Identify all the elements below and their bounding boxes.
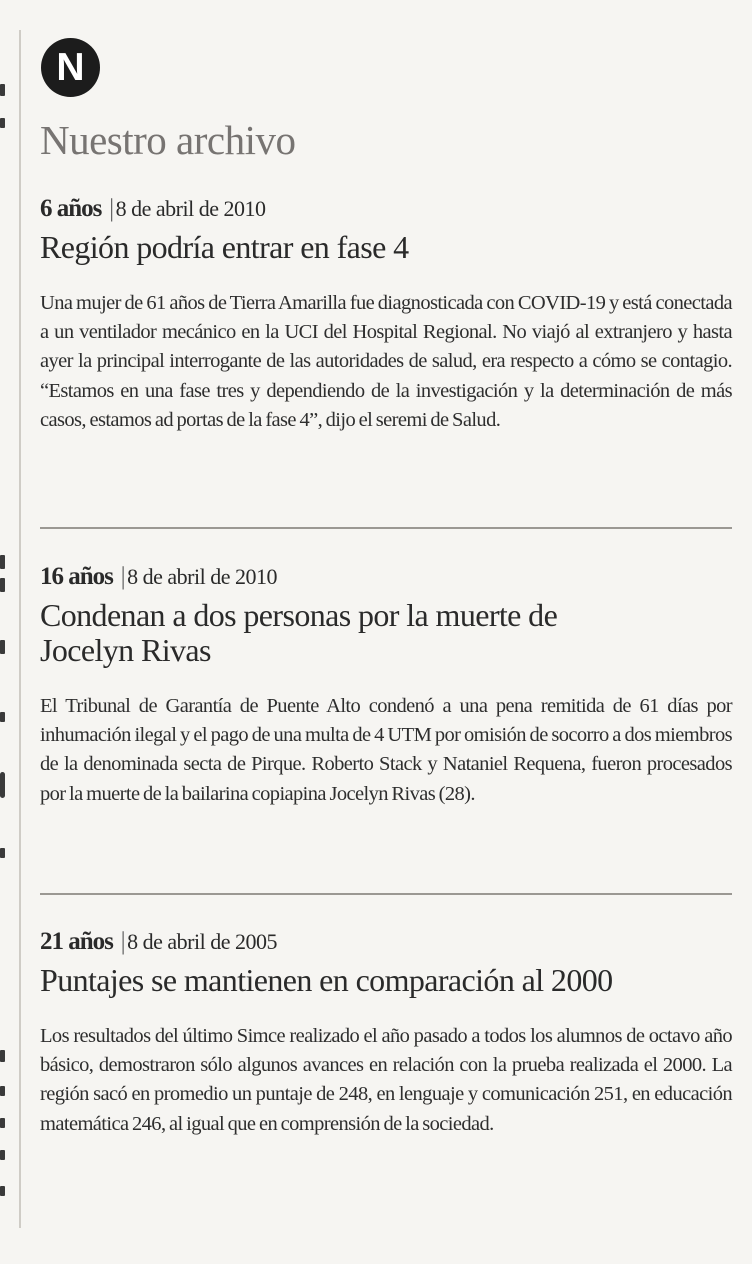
entry-body: El Tribunal de Garantía de Puente Alto condenó a una pena remitida de 61 días por inhumación ilegal y el pago de una multa de 4 UTM por omisión de socorro a dos miembros de la denominada secta de Pirque. Roberto Stack y Nataniel Requena, fueron procesados por la muerte de la bailarina copiapina Jocelyn Rivas (28). xyxy=(40,695,732,805)
meta-separator: | xyxy=(120,928,126,955)
entry-date: 8 de abril de 2005 xyxy=(127,929,278,954)
section-title: Nuestro archivo xyxy=(40,117,296,163)
archive-entry xyxy=(40,562,732,809)
logo-letter: N xyxy=(56,45,85,89)
meta-separator: | xyxy=(120,563,126,590)
entry-divider xyxy=(40,527,732,529)
entry-date: 8 de abril de 2010 xyxy=(127,564,278,589)
entry-meta xyxy=(40,194,732,224)
entry-date: 8 de abril de 2010 xyxy=(115,196,266,221)
entry-years: 21 años xyxy=(40,928,113,955)
entry-headline: Condenan a dos personas por la muerte de Jocelyn Rivas xyxy=(40,597,558,668)
meta-separator: | xyxy=(109,195,114,222)
entry-body: Una mujer de 61 años de Tierra Amarilla fue diagnosticada con COVID-19 y está conectada a un ventilador mecánico en la UCI del Hospital Regional. No viajó al extranjero y hasta ayer la principal interrogante de las autoridades de salud, era respecto a cómo se contagio. “Estamos en una fase tres y dependiendo de la investigación y la determinación de más casos, estamos ad portas de la fase 4”, dijo el seremi de Salud. xyxy=(40,292,732,431)
entry-headline: Región podría entrar en fase 4 xyxy=(40,229,409,265)
entry-divider xyxy=(40,893,732,895)
archive-entry xyxy=(40,194,732,435)
entry-meta xyxy=(40,562,732,592)
n-logo-icon xyxy=(41,38,100,97)
entry-years: 16 años xyxy=(40,563,113,590)
archive-entry xyxy=(40,927,732,1139)
entry-meta xyxy=(40,927,732,957)
column-rule xyxy=(19,30,21,1228)
entry-years: 6 años xyxy=(40,195,102,222)
entry-body: Los resultados del último Simce realizado el año pasado a todos los alumnos de octavo año básico, demostraron sólo algunos avances en relación con la prueba realizada el 2000. La región sacó en promedio un puntaje de 248, en lenguaje y comunicación 251, en educación matemática 246, al igual que en comprensión de la sociedad. xyxy=(40,1025,732,1135)
entry-headline: Puntajes se mantienen en comparación al 2000 xyxy=(40,962,613,998)
